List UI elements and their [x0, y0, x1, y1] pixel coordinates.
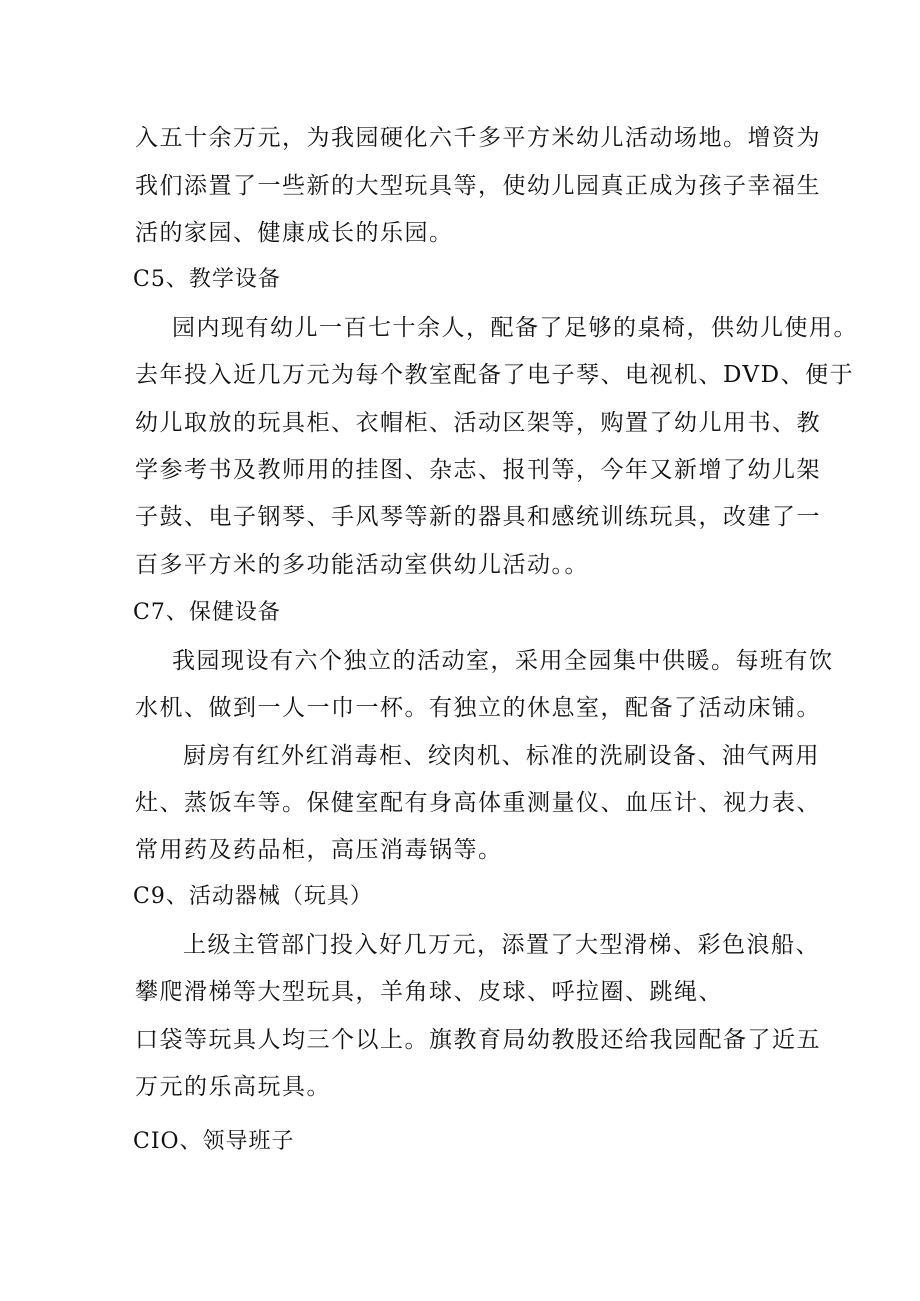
- paragraph-line: 百多平方米的多功能活动室供幼儿活动。。: [135, 552, 589, 578]
- section-heading-c9: C9、活动器械（玩具）: [133, 884, 373, 909]
- paragraph-line: 灶、蒸饭车等。保健室配有身高体重测量仪、血压计、视力表、: [135, 790, 821, 816]
- paragraph-line: 子鼓、电子钢琴、手风琴等新的器具和感统训练玩具，改建了一: [135, 504, 821, 530]
- paragraph-line: 我们添置了一些新的大型玩具等，使幼儿园真正成为孩子幸福生: [135, 173, 821, 199]
- paragraph-line: 园内现有幼儿一百七十余人，配备了足够的桌椅，供幼儿使用。: [172, 315, 858, 341]
- paragraph-line: 学参考书及教师用的挂图、杂志、报刊等，今年又新增了幼儿架: [135, 457, 821, 483]
- paragraph-line: 攀爬滑梯等大型玩具，羊角球、皮球、呼拉圈、跳绳、: [135, 979, 723, 1005]
- paragraph-line: 幼儿取放的玩具柜、衣帽柜、活动区架等，购置了幼儿用书、教: [135, 410, 821, 436]
- paragraph-line: 上级主管部门投入好几万元，添置了大型滑梯、彩色浪船、: [183, 932, 820, 958]
- paragraph-line: 活的家园、健康成长的乐园。: [135, 220, 454, 246]
- section-heading-c10: CIO、领导班子: [133, 1129, 295, 1154]
- paragraph-line: 去年投入近几万元为每个教室配备了电子琴、电视机、DVD、便于: [135, 362, 855, 388]
- paragraph-line: 口袋等玩具人均三个以上。旗教育局幼教股还给我园配备了近五: [135, 1027, 821, 1053]
- paragraph-line: 水机、做到一人一巾一杯。有独立的休息室，配备了活动床铺。: [135, 695, 821, 721]
- section-heading-c5: C5、教学设备: [133, 267, 281, 292]
- paragraph-line: 厨房有红外红消毒柜、绞肉机、标准的洗刷设备、油气两用: [183, 743, 820, 769]
- paragraph-line: 入五十余万元，为我园硬化六千多平方米幼儿活动场地。增资为: [135, 125, 821, 151]
- paragraph-line: 常用药及药品柜，高压消毒锅等。: [135, 837, 503, 863]
- section-heading-c7: C7、保健设备: [133, 600, 281, 625]
- paragraph-line: 我园现设有六个独立的活动室，采用全园集中供暖。每班有饮: [172, 648, 834, 674]
- paragraph-line: 万元的乐高玩具。: [135, 1074, 331, 1100]
